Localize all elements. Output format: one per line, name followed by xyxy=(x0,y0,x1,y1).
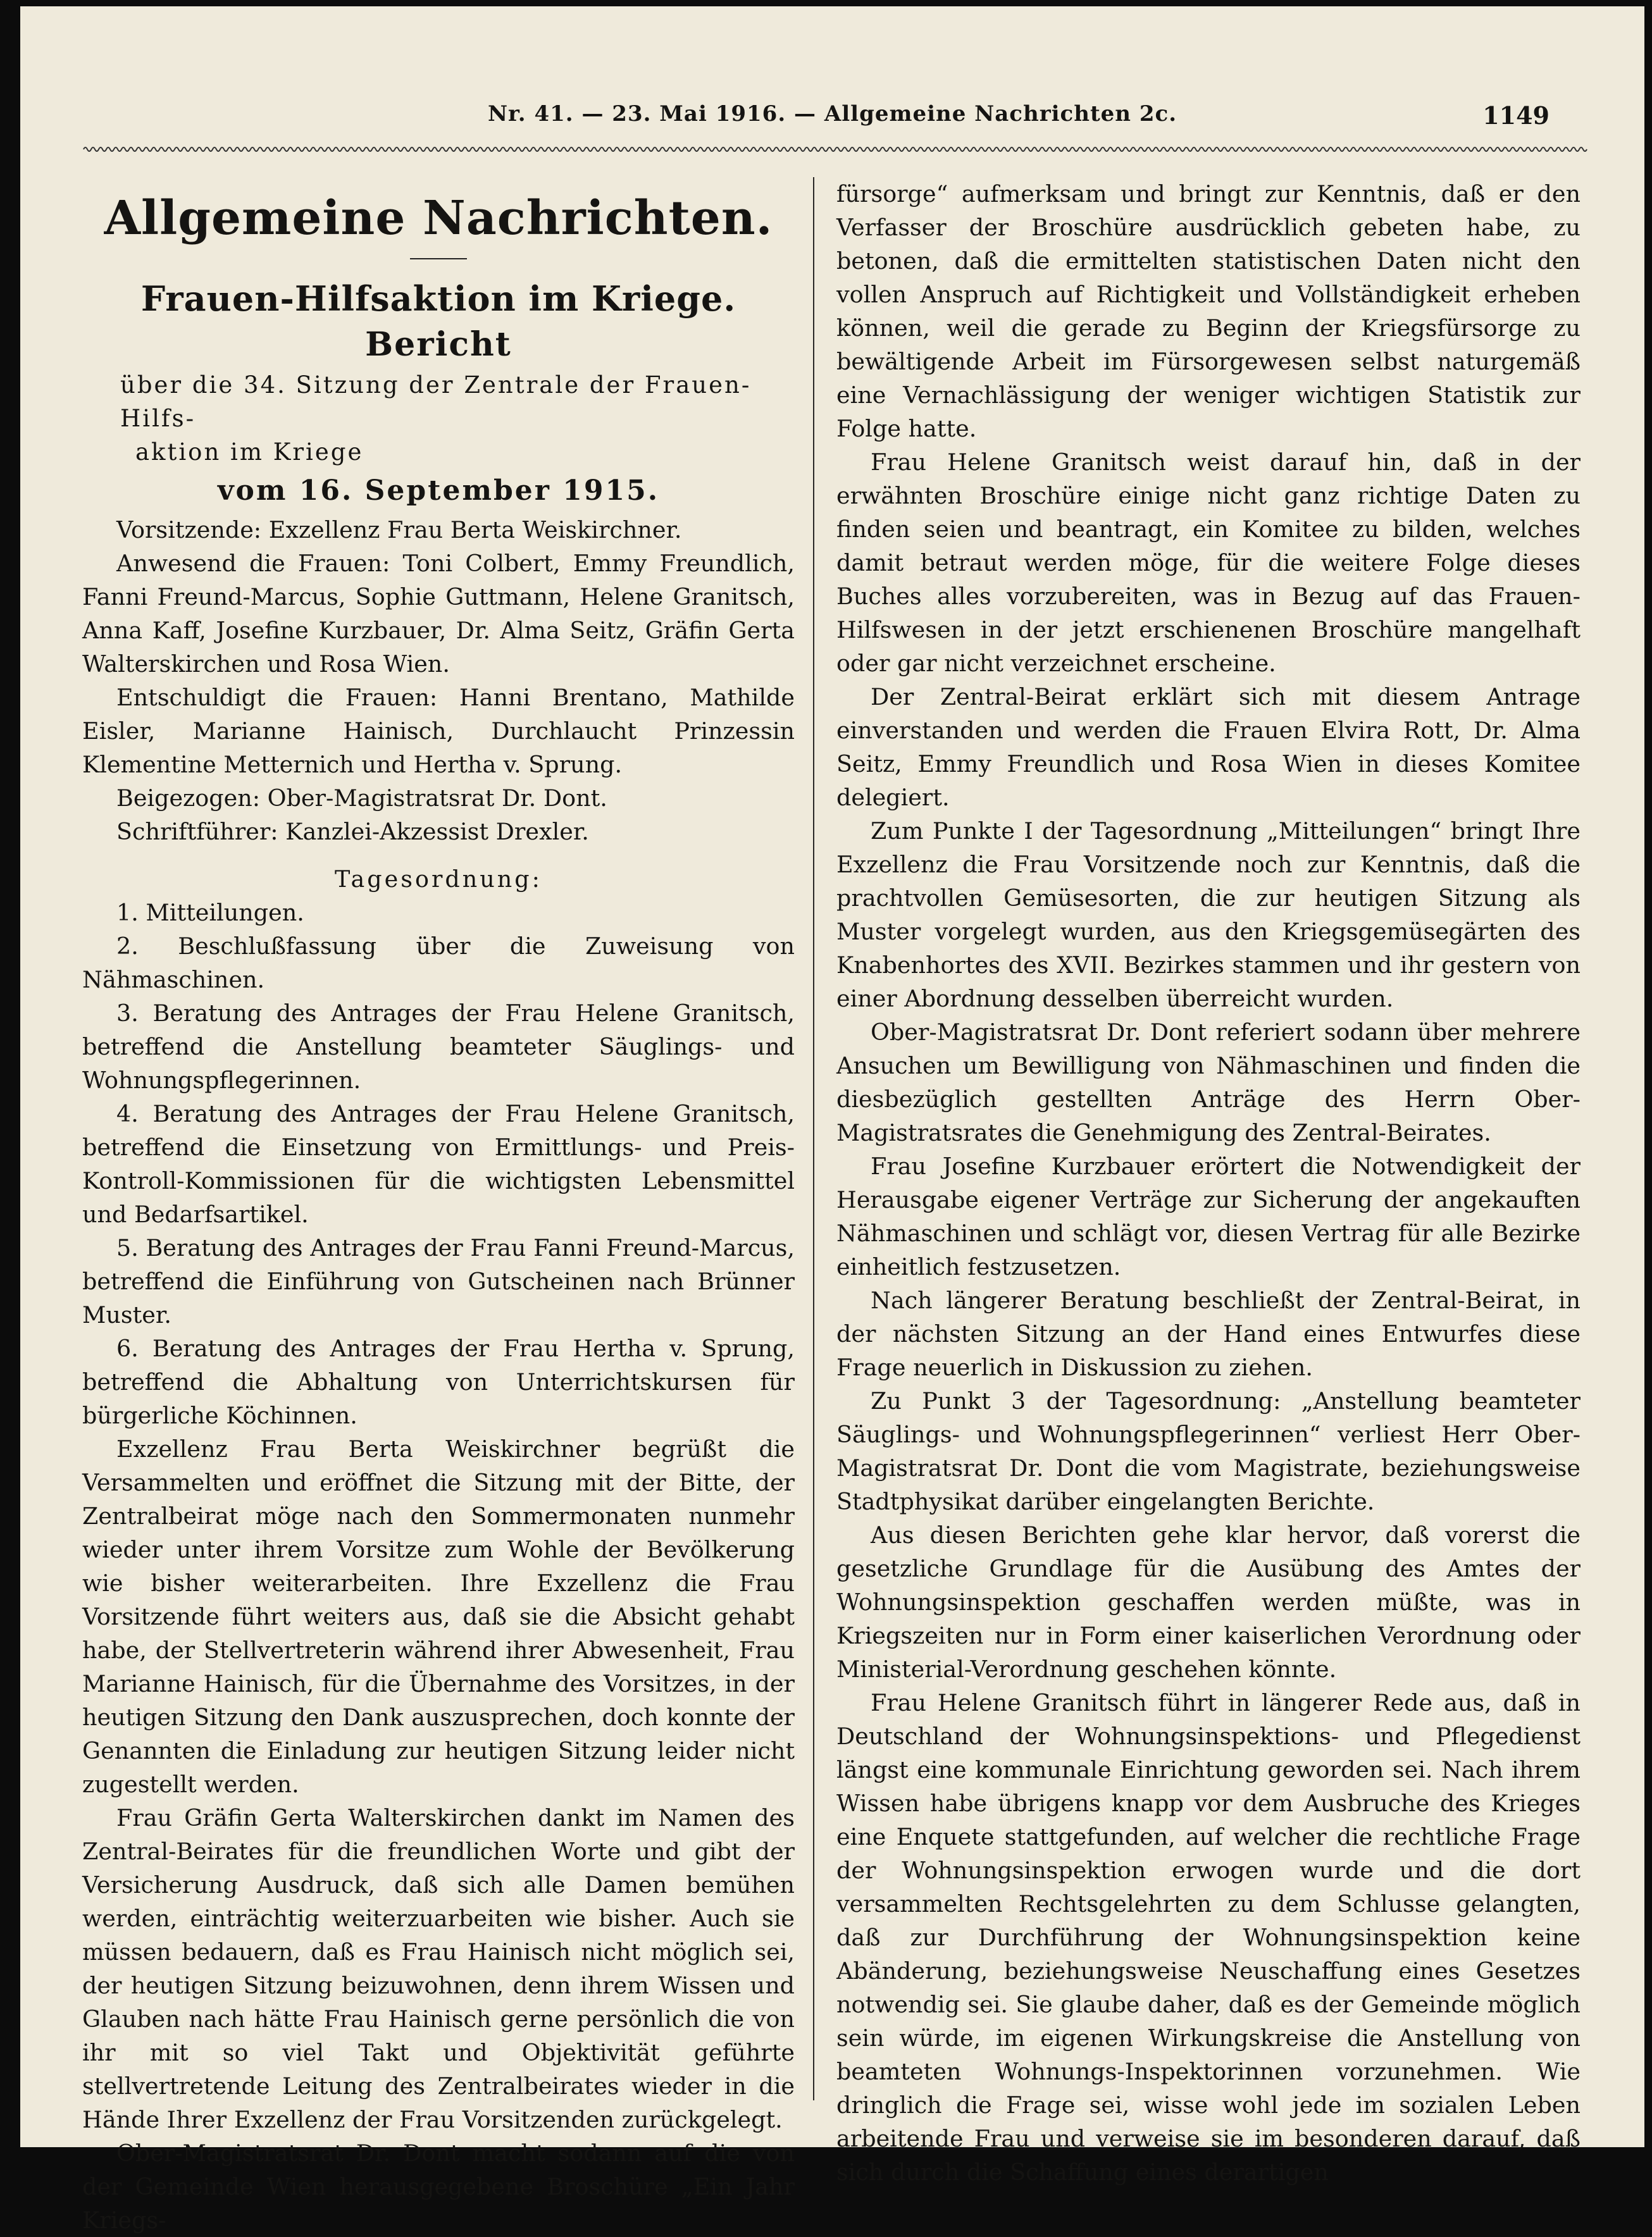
report-date: vom 16. September 1915. xyxy=(217,474,660,507)
newspaper-page xyxy=(20,6,1644,2234)
agenda-item: 1. Mitteilungen. xyxy=(116,899,304,926)
body-paragraph: Aus diesen Berichten gehe klar hervor, daß vorerst die gesetzliche Grundlage für die Ausübung des Amtes der Wohnungsinspektion geschaffen werden müßte, was in Kriegszeiten nur in Form einer kaiserlichen Verordnung oder Ministerial-Verordnung geschehen könnte. xyxy=(836,1521,1581,1683)
report-subtitle-line-2: aktion im Kriege xyxy=(135,438,364,466)
body-paragraph: fürsorge“ aufmerksam und bringt zur Kenntnis, daß er den Verfasser der Broschüre ausdrücklich gebeten habe, zu betonen, daß die ermittelten statistischen Daten nicht den vollen Anspruch auf Richtigkeit und Vollständigkeit erheben können, weil die gerade zu Beginn der Kriegsfürsorge zu bewältigende Arbeit im Fürsorgewesen selbst naturgemäß eine Vernachlässigung der weniger wichtigen Statistik zur Folge hatte. xyxy=(836,180,1581,442)
invited-line: Beigezogen: Ober-Magistratsrat Dr. Dont. xyxy=(116,784,607,812)
title-divider xyxy=(410,258,467,259)
body-paragraph: Ober-Magistratsrat Dr. Dont macht sodann auf die von der Gemeinde Wien herausgegebene Broschüre „Ein Jahr Kriegs- xyxy=(82,2140,795,2234)
page-number: 1149 xyxy=(1482,101,1550,130)
body-paragraph: Frau Helene Granitsch weist darauf hin, daß in der erwähnten Broschüre einige nicht ganz richtige Daten zu finden seien und beantragt, ein Komitee zu bilden, welches damit betraut werden möge, für die weitere Folge dieses Buches alles vorzubereiten, was in Bezug auf das Frauen-Hilfswesen in der jetzt erschienenen Broschüre mangelhaft oder gar nicht verzeichnet erscheine. xyxy=(836,449,1581,677)
body-paragraph: Ober-Magistratsrat Dr. Dont referiert sodann über mehrere Ansuchen um Bewilligung von Nähmaschinen und finden die diesbezüglich gestellten Anträge des Herrn Ober-Magistratsrates die Genehmigung des Zentral-Beirates. xyxy=(836,1019,1581,1146)
body-paragraph: Nach längerer Beratung beschließt der Zentral-Beirat, in der nächsten Sitzung an der Hand eines Entwurfes diese Frage neuerlich in Diskussion zu ziehen. xyxy=(836,1287,1581,1381)
running-title: Nr. 41. — 23. Mai 1916. — Allgemeine Nachrichten 2c. xyxy=(487,101,1177,127)
agenda-item: 6. Beratung des Antrages der Frau Hertha v. Sprung, betreffend die Abhaltung von Unterrichtskursen für bürgerliche Köchinnen. xyxy=(82,1335,795,1429)
secretary-line: Schriftführer: Kanzlei-Akzessist Drexler. xyxy=(116,818,589,845)
column-divider xyxy=(813,177,814,2100)
agenda-item: 4. Beratung des Antrages der Frau Helene Granitsch, betreffend die Einsetzung von Ermittlungs- und Preis-Kontroll-Kommissionen für die wichtigsten Lebensmittel und Bedarfsartikel. xyxy=(82,1100,795,1228)
excused-list: Entschuldigt die Frauen: Hanni Brentano, Mathilde Eisler, Marianne Hainisch, Durchlaucht Prinzessin Klementine Metternich und Hertha v. Sprung. xyxy=(82,684,795,778)
body-paragraph: Frau Josefine Kurzbauer erörtert die Notwendigkeit der Herausgabe eigener Verträge zur Sicherung der angekauften Nähmaschinen und schlägt vor, diesen Vertrag für alle Bezirke einheitlich festzusetzen. xyxy=(836,1153,1581,1280)
agenda-item: 5. Beratung des Antrages der Frau Fanni Freund-Marcus, betreffend die Einführung von Gutscheinen nach Brünner Muster. xyxy=(82,1234,795,1329)
main-title: Allgemeine Nachrichten. xyxy=(104,191,773,245)
agenda-item: 2. Beschlußfassung über die Zuweisung von Nähmaschinen. xyxy=(82,933,795,993)
report-title: Bericht xyxy=(365,325,512,364)
body-paragraph: Zu Punkt 3 der Tagesordnung: „Anstellung beamteter Säuglings- und Wohnungspflegerinnen“ verliest Herr Ober-Magistratsrat Dr. Dont die vom Magistrate, beziehungsweise Stadtphysikat darüber eingelangten Berichte. xyxy=(836,1387,1581,1515)
body-paragraph: Frau Helene Granitsch führt in längerer Rede aus, daß in Deutschland der Wohnungsinspektions- und Pflegedienst längst eine kommunale Einrichtung geworden sei. Nach ihrem Wissen habe übrigens knapp vor dem Ausbruche des Krieges eine Enquete stattgefunden, auf welcher die rechtliche Frage der Wohnungsinspektion erwogen wurde und die dort versammelten Rechtsgelehrten zu dem Schlusse gelangten, daß zur Durchführung der Wohnungsinspektion keine Abänderung, beziehungsweise Neuschaffung eines Gesetzes notwendig sei. Sie glaube daher, daß es der Gemeinde möglich sein würde, im eigenen Wirkungskreise die Anstellung von beamteten Wohnungs-Inspektorinnen vorzunehmen. Wie dringlich die Frage sei, wisse wohl jede im sozialen Leben arbeitende Frau und verweise sie im besonderen darauf, daß sich durch die Schaffung eines derartigen xyxy=(836,1689,1581,2186)
body-paragraph: Frau Gräfin Gerta Walterskirchen dankt im Namen des Zentral-Beirates für die freundlichen Worte und gibt der Versicherung Ausdruck, daß sich alle Damen bemühen werden, einträchtig weiterzuarbeiten wie bisher. Auch sie müssen bedauern, daß es Frau Hainisch nicht möglich sei, der heutigen Sitzung beizuwohnen, denn ihrem Wissen und Glauben nach hätte Frau Hainisch gerne persönlich die von ihr mit so viel Takt und Objektivität geführte stellvertretende Leitung des Zentralbeirates wieder in die Hände Ihrer Exzellenz der Frau Vorsitzenden zurückgelegt. xyxy=(82,1804,795,2133)
agenda-item: 3. Beratung des Antrages der Frau Helene Granitsch, betreffend die Anstellung beamteter Säuglings- und Wohnungspflegerinnen. xyxy=(82,1000,795,1094)
section-title: Frauen-Hilfsaktion im Kriege. xyxy=(140,278,736,319)
body-paragraph: Der Zentral-Beirat erklärt sich mit diesem Antrage einverstanden und werden die Frauen Elvira Rott, Dr. Alma Seitz, Emmy Freundlich und Rosa Wien in dieses Komitee delegiert. xyxy=(836,683,1581,811)
chair-line: Vorsitzende: Exzellenz Frau Berta Weiskirchner. xyxy=(116,516,682,543)
body-paragraph: Zum Punkte I der Tagesordnung „Mitteilungen“ bringt Ihre Exzellenz die Frau Vorsitzende noch zur Kenntnis, daß die prachtvollen Gemüsesorten, die zur heutigen Sitzung als Muster vorgelegt wurden, aus den Kriegsgemüsegärten des Knabenhortes des XVII. Bezirkes stammen und ihr gestern von einer Abordnung desselben überreicht wurden. xyxy=(836,817,1581,1012)
running-header xyxy=(20,101,1644,139)
report-subtitle-line-1: über die 34. Sitzung der Zentrale der Frauen-Hilfs- xyxy=(120,371,752,432)
right-column xyxy=(836,177,1581,2189)
present-list: Anwesend die Frauen: Toni Colbert, Emmy Freundlich, Fanni Freund-Marcus, Sophie Guttmann, Helene Granitsch, Anna Kaff, Josefine Kurzbauer, Dr. Alma Seitz, Gräfin Gerta Walterskirchen und Rosa Wien. xyxy=(82,550,795,678)
header-ornament-rule xyxy=(84,144,1583,154)
body-paragraph: Exzellenz Frau Berta Weiskirchner begrüßt die Versammelten und eröffnet die Sitzung mit der Bitte, der Zentralbeirat möge nach den Sommermonaten nunmehr wieder unter ihrem Vorsitze zum Wohle der Bevölkerung wie bisher weiterarbeiten. Ihre Exzellenz die Frau Vorsitzende führt weiters aus, daß sie die Absicht gehabt habe, der Stellvertreterin während ihrer Abwesenheit, Frau Marianne Hainisch, für die Übernahme des Vorsitzes, in der heutigen Sitzung den Dank auszusprechen, doch konnte der Genannten die Einladung zur heutigen Sitzung leider nicht zugestellt werden. xyxy=(82,1435,795,1798)
agenda-title: Tagesordnung: xyxy=(335,865,542,893)
left-column xyxy=(82,177,795,2237)
